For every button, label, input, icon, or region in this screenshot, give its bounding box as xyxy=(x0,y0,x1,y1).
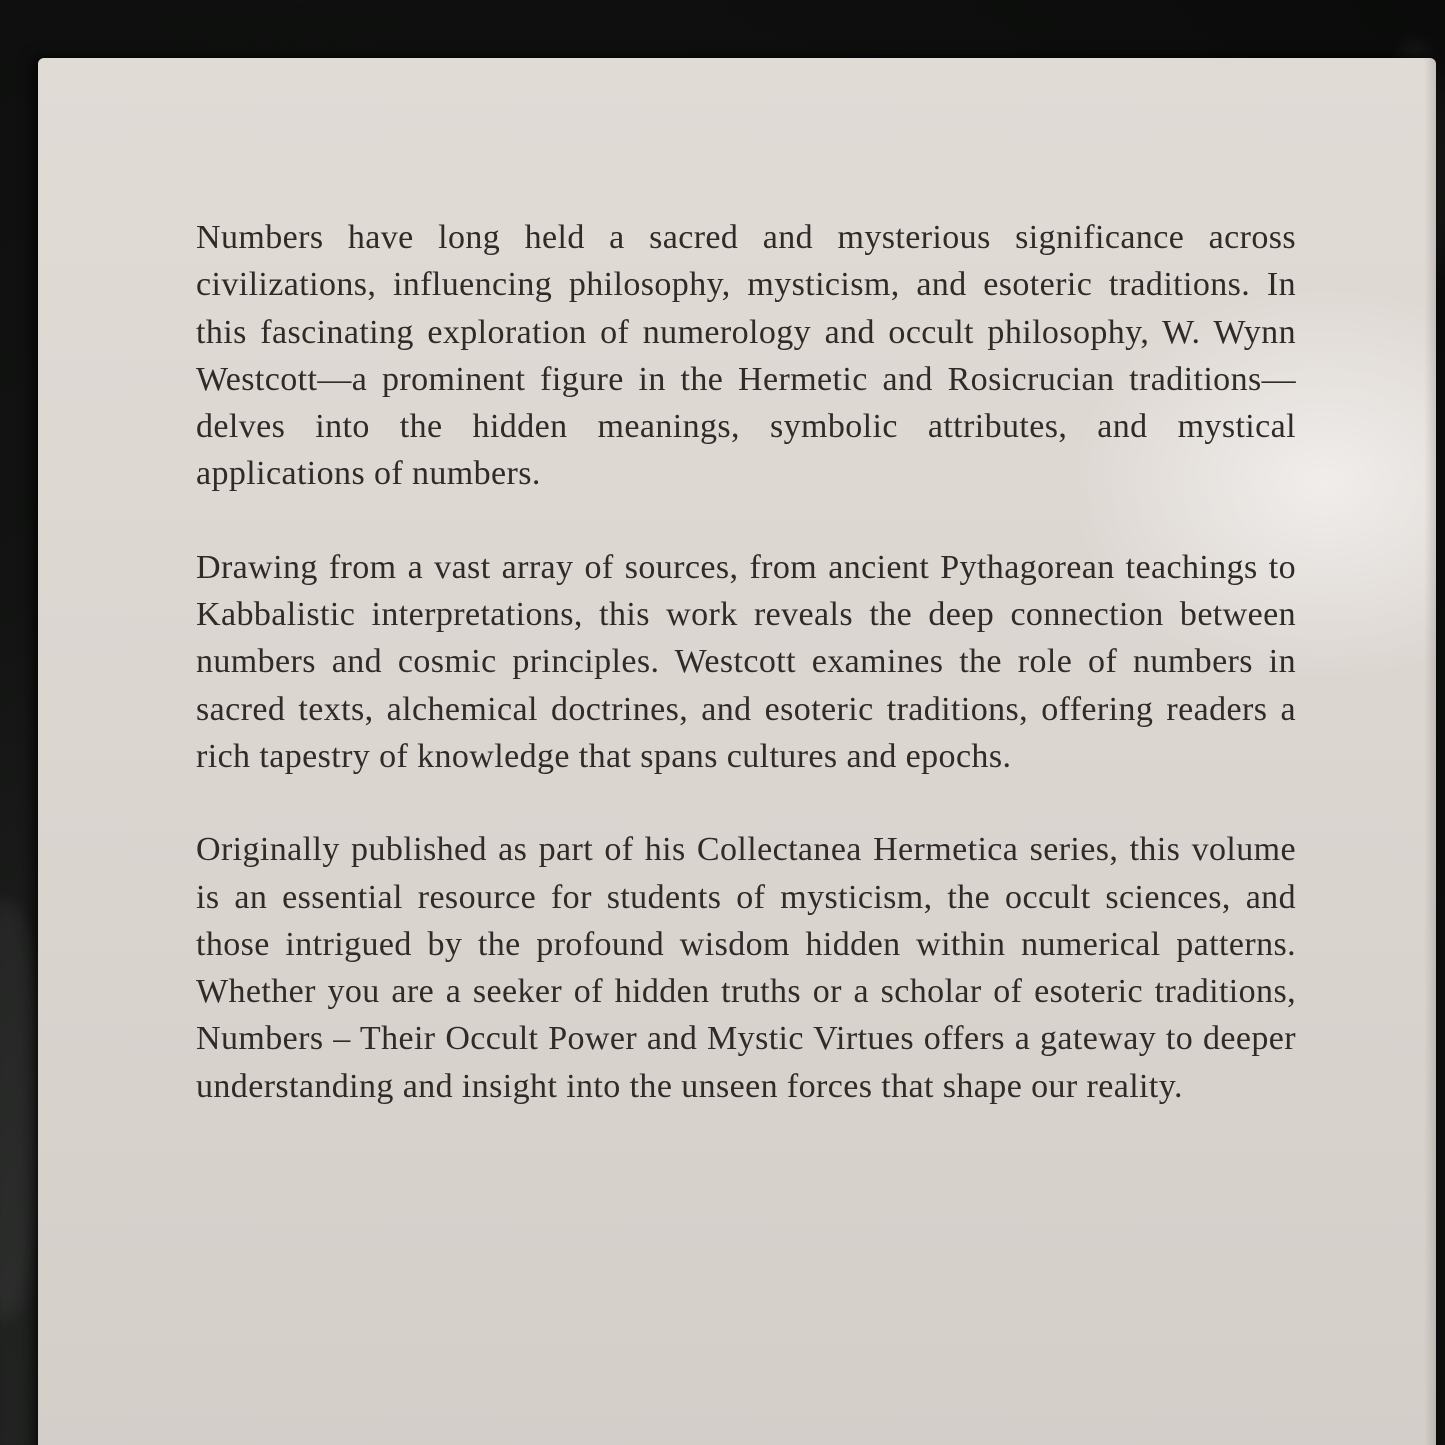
blurb-paragraph-2: Drawing from a vast array of sources, from ancient Pythagorean teachings to Kabbalistic interpretations, this work reveals the deep connection between numbers and cosmic principles. Westcott examines the role of numbers in sacred texts, alchemical doctrines, and esoteric traditions, offering readers a rich tapestry of knowledge that spans cultures and epochs. xyxy=(196,548,1296,775)
book-back-cover xyxy=(38,58,1436,1445)
blurb-paragraph-3: Originally published as part of his Collectanea Hermetica series, this volume is an essential resource for students of mysticism, the occult sciences, and those intrigued by the profound wisdom hidden within numerical patterns. Whether you are a seeker of hidden truths or a scholar of esoteric traditions, Numbers – Their Occult Power and Mystic Virtues offers a gateway to deeper understanding and insight into the unseen forces that shape our reality. xyxy=(196,831,1296,1105)
blurb-paragraph-1: Numbers have long held a sacred and mysterious significance across civilizations, influencing philosophy, mysticism, and esoteric traditions. In this fascinating exploration of numerology and occult philosophy, W. Wynn Westcott—a prominent figure in the Hermetic and Rosicrucian traditions—delves into the hidden meanings, symbolic attributes, and mystical applications of numbers. xyxy=(196,219,1296,493)
book-blurb xyxy=(196,214,1296,1156)
